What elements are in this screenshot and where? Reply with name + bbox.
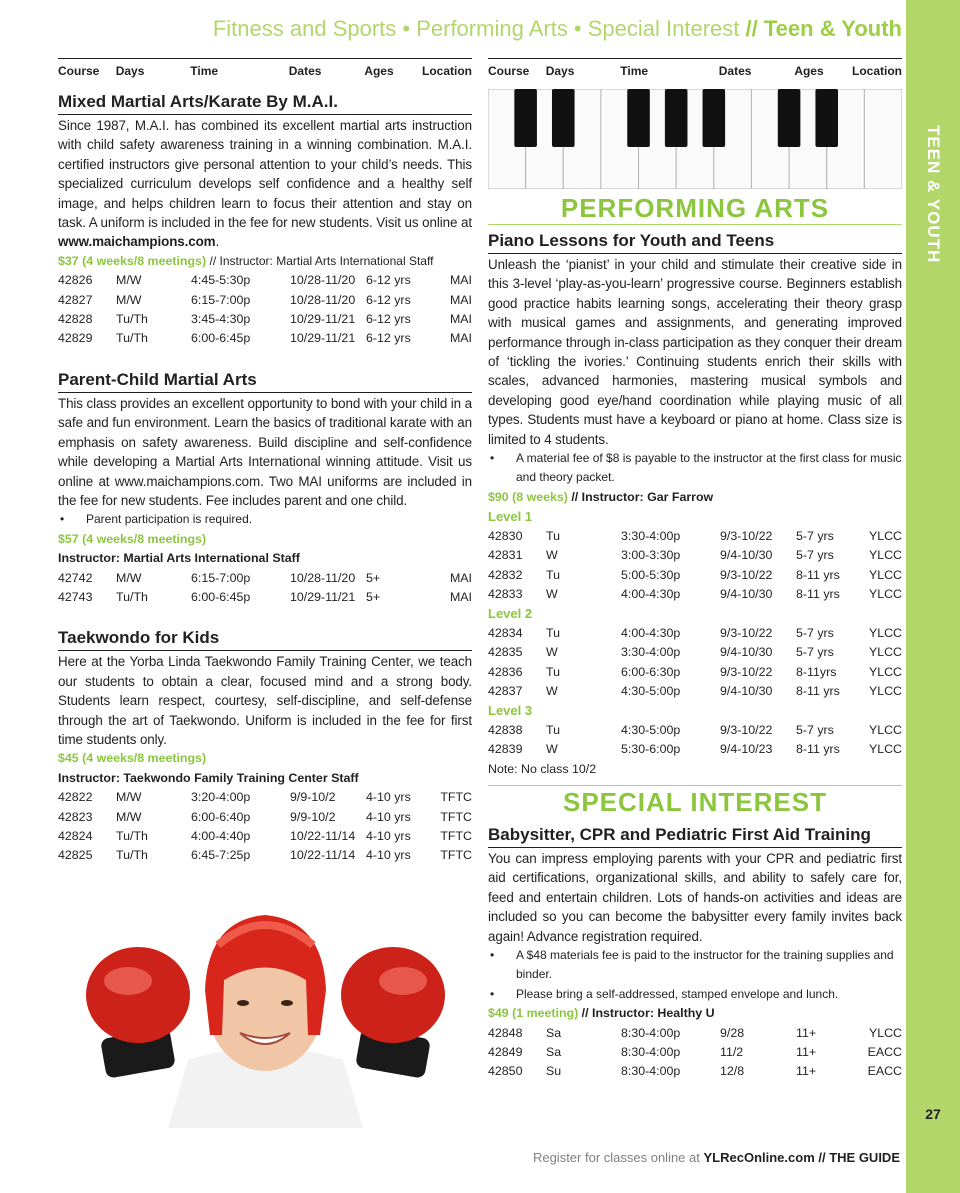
piano-desc: Unleash the ‘pianist’ in your child and stimulate their creative side in this 3-level ‘play-as-you-learn’ progressive course. Beginners establish good practice habits learning songs, accelerating their theory grasp with musical games and assignments, and generating improved performance through in-class participation as they conquer their dream of ‘tickling the ivories.’ Continuing students enrich their skills with scales, advanced harmonies, mastering musical symbols and developing good eye/hand coordination while playing music of all types. Students must have a keyboard or piano at home. Class size is limited to 4 students. — [488, 257, 902, 447]
ages: 5-7 yrs — [796, 722, 834, 737]
parent-fee: $57 (4 weeks/8 meetings) — [58, 531, 207, 546]
dates: 9/28 — [720, 1025, 745, 1040]
parent-desc: This class provides an excellent opportunity to bond with your child in a safe and fun environment. Learn the basics of traditional karate with an emphasis on safety awareness. Build discipline and self-confidence while developing a Martial Arts International winning attitude. Visit us online at www.maichampions.com. Two MAI uniforms are included in the fee for new students. Fee includes parent and one child. — [58, 395, 472, 508]
level-label: Level 3 — [488, 703, 533, 719]
course-number: 42827 — [58, 292, 93, 307]
piano-note: Note: No class 10/2 — [488, 761, 597, 776]
ages: 5-7 yrs — [796, 528, 834, 543]
piano-title: Piano Lessons for Youth and Teens — [488, 230, 902, 254]
dates: 9/3-10/22 — [720, 567, 773, 582]
schedule-row — [58, 310, 472, 329]
dates: 9/9-10/2 — [290, 790, 336, 805]
days: Tu — [546, 722, 560, 737]
white-key — [864, 89, 902, 189]
black-key — [778, 89, 801, 147]
dates: 9/4-10/30 — [720, 586, 773, 601]
heading-rule — [488, 224, 902, 225]
location: YLCC — [868, 742, 902, 757]
schedule-row — [488, 1043, 902, 1062]
mai-schedule — [58, 271, 472, 349]
parent-schedule — [58, 569, 472, 608]
dates: 10/22-11/14 — [290, 848, 356, 863]
performing-heading: PERFORMING ARTS — [560, 193, 830, 223]
babysitter-title: Babysitter, CPR and Pediatric First Aid Training — [488, 824, 902, 848]
location: YLCC — [868, 1025, 902, 1040]
ages: 8-11yrs — [796, 664, 837, 679]
time: 5:00-5:30p — [621, 567, 681, 582]
time: 3:20-4:00p — [191, 790, 251, 805]
black-key — [552, 89, 575, 147]
dates: 10/28-11/20 — [290, 570, 356, 585]
time: 3:30-4:00p — [621, 645, 681, 660]
location: MAI — [449, 589, 472, 604]
ages: 4-10 yrs — [366, 809, 411, 824]
course-number: 42838 — [488, 722, 523, 737]
dates: 10/28-11/20 — [290, 292, 356, 307]
days: Tu — [546, 528, 560, 543]
right-column — [488, 58, 902, 1082]
course-number: 42823 — [58, 809, 93, 824]
ages: 4-10 yrs — [366, 790, 411, 805]
ages: 8-11 yrs — [796, 683, 840, 698]
heading-rule — [488, 785, 902, 786]
dates: 10/22-11/14 — [290, 829, 356, 843]
schedule-row — [58, 788, 472, 807]
parent-title: Parent-Child Martial Arts — [58, 369, 472, 393]
time: 4:00-4:30p — [621, 625, 681, 640]
page-number: 27 — [925, 1106, 941, 1122]
location: TFTC — [440, 829, 472, 843]
schedule-row — [58, 846, 472, 865]
dates: 9/4-10/30 — [720, 683, 773, 698]
piano-schedule — [488, 507, 902, 759]
tkd-instructor: Instructor: Taekwondo Family Training Center Staff — [58, 770, 359, 785]
sidebar-label: TEEN & YOUTH — [924, 125, 943, 264]
piano-bullet: • A material fee of $8 is payable to the instructor at the first class for music and theory packet. — [488, 449, 902, 488]
dates: 12/8 — [720, 1064, 745, 1079]
schedule-row — [58, 827, 472, 846]
babysitter-desc: You can impress employing parents with your CPR and pediatric first aid certifications, organizational skills, and ability to safely care for, feed and entertain children. Lots of hands-on activities and ideas are included so you can become the babysitter every family invites back again! Advance registration required. — [488, 850, 902, 944]
days: W — [546, 742, 558, 757]
course-number: 42832 — [488, 567, 523, 582]
location: TFTC — [440, 790, 472, 805]
ages: 6-12 yrs — [366, 331, 411, 346]
location: EACC — [867, 1064, 902, 1079]
ages: 5-7 yrs — [796, 548, 834, 563]
days: W — [546, 548, 558, 563]
location: MAI — [449, 570, 472, 585]
location: YLCC — [868, 548, 902, 563]
location: EACC — [867, 1045, 902, 1060]
course-number: 42839 — [488, 742, 523, 757]
footer: Register for classes online at YLRecOnline.com // THE GUIDE — [532, 1150, 900, 1165]
parent-bullet: • Parent participation is required. — [58, 510, 472, 529]
banner-categories: Fitness and Sports • Performing Arts • Special Interest — [212, 16, 740, 41]
dates: 9/4-10/30 — [720, 548, 773, 563]
banner-sep: // — [745, 16, 758, 41]
ages: 5+ — [366, 570, 381, 585]
time: 8:30-4:00p — [621, 1045, 681, 1060]
location: YLCC — [868, 645, 902, 660]
babysitter-bullet: • A $48 materials fee is paid to the instructor for the training supplies and binder. — [488, 946, 902, 985]
schedule-row — [488, 643, 902, 662]
mai-title: Mixed Martial Arts/Karate By M.A.I. — [58, 91, 472, 115]
ages: 4-10 yrs — [366, 848, 411, 863]
babysitter-fee-line: $49 (1 meeting) // Instructor: Healthy U — [488, 1006, 715, 1021]
table-header: Course Days Time Dates Ages Location — [488, 58, 902, 80]
days: Su — [546, 1064, 562, 1079]
schedule-row — [488, 663, 902, 682]
schedule-row — [58, 808, 472, 827]
schedule-row — [58, 569, 472, 588]
time: 5:30-6:00p — [621, 742, 681, 757]
level-label: Level 1 — [488, 509, 533, 525]
special-heading: SPECIAL INTEREST — [562, 786, 827, 817]
time: 3:00-3:30p — [621, 548, 681, 563]
time: 4:00-4:40p — [191, 829, 251, 843]
boxing-child-photo — [58, 885, 472, 1128]
course-number: 42822 — [58, 790, 93, 805]
days: Tu/Th — [116, 829, 148, 843]
days: W — [546, 645, 558, 660]
tkd-title: Taekwondo for Kids — [58, 627, 472, 651]
ages: 4-10 yrs — [366, 829, 411, 843]
time: 4:30-5:00p — [621, 683, 681, 698]
days: Tu — [546, 664, 560, 679]
mai-url[interactable]: www.maichampions.com — [58, 234, 216, 250]
schedule-row — [58, 588, 472, 607]
dates: 10/29-11/21 — [290, 589, 356, 604]
time: 6:15-7:00p — [191, 292, 251, 307]
days: Tu/Th — [116, 848, 148, 863]
time: 6:45-7:25p — [191, 848, 251, 863]
parent-instructor: Instructor: Martial Arts International Staff — [58, 551, 300, 566]
black-key — [815, 89, 838, 147]
tkd-fee: $45 (4 weeks/8 meetings) — [58, 751, 207, 766]
ages: 5-7 yrs — [796, 645, 834, 660]
location: YLCC — [868, 567, 902, 582]
dates: 11/2 — [720, 1045, 744, 1060]
schedule-row — [488, 721, 902, 740]
days: Sa — [546, 1025, 562, 1040]
ages: 8-11 yrs — [796, 567, 840, 582]
course-number: 42837 — [488, 683, 523, 698]
dates: 9/9-10/2 — [290, 809, 336, 824]
days: M/W — [116, 809, 142, 824]
left-column — [58, 58, 472, 866]
time: 6:00-6:40p — [191, 809, 251, 824]
dates: 9/4-10/23 — [720, 742, 773, 757]
location: YLCC — [868, 625, 902, 640]
course-number: 42833 — [488, 586, 523, 601]
page-banner — [100, 16, 902, 42]
days: M/W — [116, 273, 142, 288]
dates: 9/3-10/22 — [720, 722, 773, 737]
babysitter-schedule — [488, 1024, 902, 1082]
location: MAI — [449, 273, 472, 288]
days: M/W — [116, 790, 142, 805]
footer-site-link[interactable]: YLRecOnline.com — [703, 1150, 815, 1165]
location: MAI — [449, 331, 472, 346]
time: 6:00-6:45p — [191, 589, 251, 604]
location: YLCC — [868, 722, 902, 737]
time: 6:00-6:45p — [191, 331, 251, 346]
course-number: 42834 — [488, 625, 523, 640]
schedule-row — [488, 1024, 902, 1043]
days: M/W — [116, 292, 142, 307]
course-number: 42829 — [58, 331, 93, 346]
location: MAI — [449, 312, 472, 327]
ages: 5-7 yrs — [796, 625, 834, 640]
course-number: 42824 — [58, 829, 93, 843]
piano-keys-image — [488, 89, 902, 189]
days: Tu/Th — [116, 312, 148, 327]
ages: 6-12 yrs — [366, 292, 411, 307]
days: Sa — [546, 1045, 562, 1060]
days: Tu — [546, 567, 560, 582]
time: 3:30-4:00p — [621, 528, 681, 543]
time: 8:30-4:00p — [621, 1025, 681, 1040]
mai-desc: Since 1987, M.A.I. has combined its excellent martial arts instruction with child safety awareness training in a winning combination. M.A.I. certified instructors give personal attention to your child’s needs. This specialized curriculum develops self confidence and a healthy self image, and helps children learn to focus their attention and stay on task. A uniform is included in the fee for new students. Visit us online at www.maichampions.com. — [58, 118, 472, 250]
schedule-row — [488, 740, 902, 759]
schedule-row — [488, 585, 902, 604]
ages: 11+ — [796, 1045, 817, 1060]
black-key — [703, 89, 726, 147]
piano-fee-line: $90 (8 weeks) // Instructor: Gar Farrow — [488, 489, 714, 504]
location: TFTC — [440, 848, 472, 863]
table-header: Course Days Time Dates Ages Location — [58, 58, 472, 80]
time: 4:00-4:30p — [621, 586, 681, 601]
dates: 9/3-10/22 — [720, 664, 773, 679]
days: Tu/Th — [116, 589, 148, 604]
time: 8:30-4:00p — [621, 1064, 681, 1079]
location: YLCC — [868, 683, 902, 698]
location: YLCC — [868, 528, 902, 543]
schedule-row — [488, 527, 902, 546]
course-number: 42826 — [58, 273, 93, 288]
days: Tu — [546, 625, 560, 640]
mai-fee-line: $37 (4 weeks/8 meetings) // Instructor: Martial Arts International Staff — [58, 253, 434, 268]
level-label: Level 2 — [488, 606, 533, 622]
course-number: 42850 — [488, 1064, 523, 1079]
location: TFTC — [440, 809, 472, 824]
tkd-desc: Here at the Yorba Linda Taekwondo Family Training Center, we teach our students to obtain a clear, focused mind and a strong body. Students learn respect, courtesy, self-discipline, and self-defense through the art of Taekwondo. Uniform is included in the fee for first time students only. — [58, 654, 472, 747]
days: W — [546, 683, 558, 698]
ages: 5+ — [366, 589, 381, 604]
dates: 9/3-10/22 — [720, 625, 773, 640]
ages: 8-11 yrs — [796, 742, 840, 757]
dates: 9/3-10/22 — [720, 528, 773, 543]
black-key — [514, 89, 537, 147]
dates: 10/28-11/20 — [290, 273, 356, 288]
schedule-row — [58, 271, 472, 290]
course-number: 42835 — [488, 645, 523, 660]
time: 6:15-7:00p — [191, 570, 251, 585]
schedule-row — [58, 291, 472, 310]
banner-section: Teen & Youth — [763, 16, 902, 41]
schedule-row — [488, 682, 902, 701]
course-number: 42831 — [488, 548, 523, 563]
days: Tu/Th — [116, 331, 148, 346]
location: MAI — [449, 292, 472, 307]
schedule-row — [58, 329, 472, 348]
schedule-row — [488, 546, 902, 565]
dates: 10/29-11/21 — [290, 312, 356, 327]
dates: 10/29-11/21 — [290, 331, 356, 346]
schedule-row — [488, 566, 902, 585]
time: 4:30-5:00p — [621, 722, 681, 737]
dates: 9/4-10/30 — [720, 645, 773, 660]
time: 6:00-6:30p — [621, 664, 681, 679]
course-number: 42836 — [488, 664, 523, 679]
ages: 8-11 yrs — [796, 586, 840, 601]
black-key — [665, 89, 688, 147]
schedule-row — [488, 1062, 902, 1081]
time: 4:45-5:30p — [191, 273, 251, 288]
course-number: 42742 — [58, 570, 93, 585]
ages: 11+ — [796, 1025, 817, 1040]
course-number: 42848 — [488, 1025, 523, 1040]
course-number: 42743 — [58, 589, 93, 604]
course-number: 42825 — [58, 848, 93, 863]
schedule-row — [488, 624, 902, 643]
days: W — [546, 586, 558, 601]
course-number: 42830 — [488, 528, 523, 543]
course-number: 42849 — [488, 1045, 523, 1060]
tkd-schedule — [58, 788, 472, 866]
babysitter-bullet: • Please bring a self-addressed, stamped envelope and lunch. — [488, 985, 902, 1004]
ages: 6-12 yrs — [366, 273, 411, 288]
location: YLCC — [868, 586, 902, 601]
time: 3:45-4:30p — [191, 312, 251, 327]
black-key — [627, 89, 650, 147]
ages: 6-12 yrs — [366, 312, 411, 327]
days: M/W — [116, 570, 142, 585]
course-number: 42828 — [58, 312, 93, 327]
location: YLCC — [868, 664, 902, 679]
ages: 11+ — [796, 1064, 817, 1079]
